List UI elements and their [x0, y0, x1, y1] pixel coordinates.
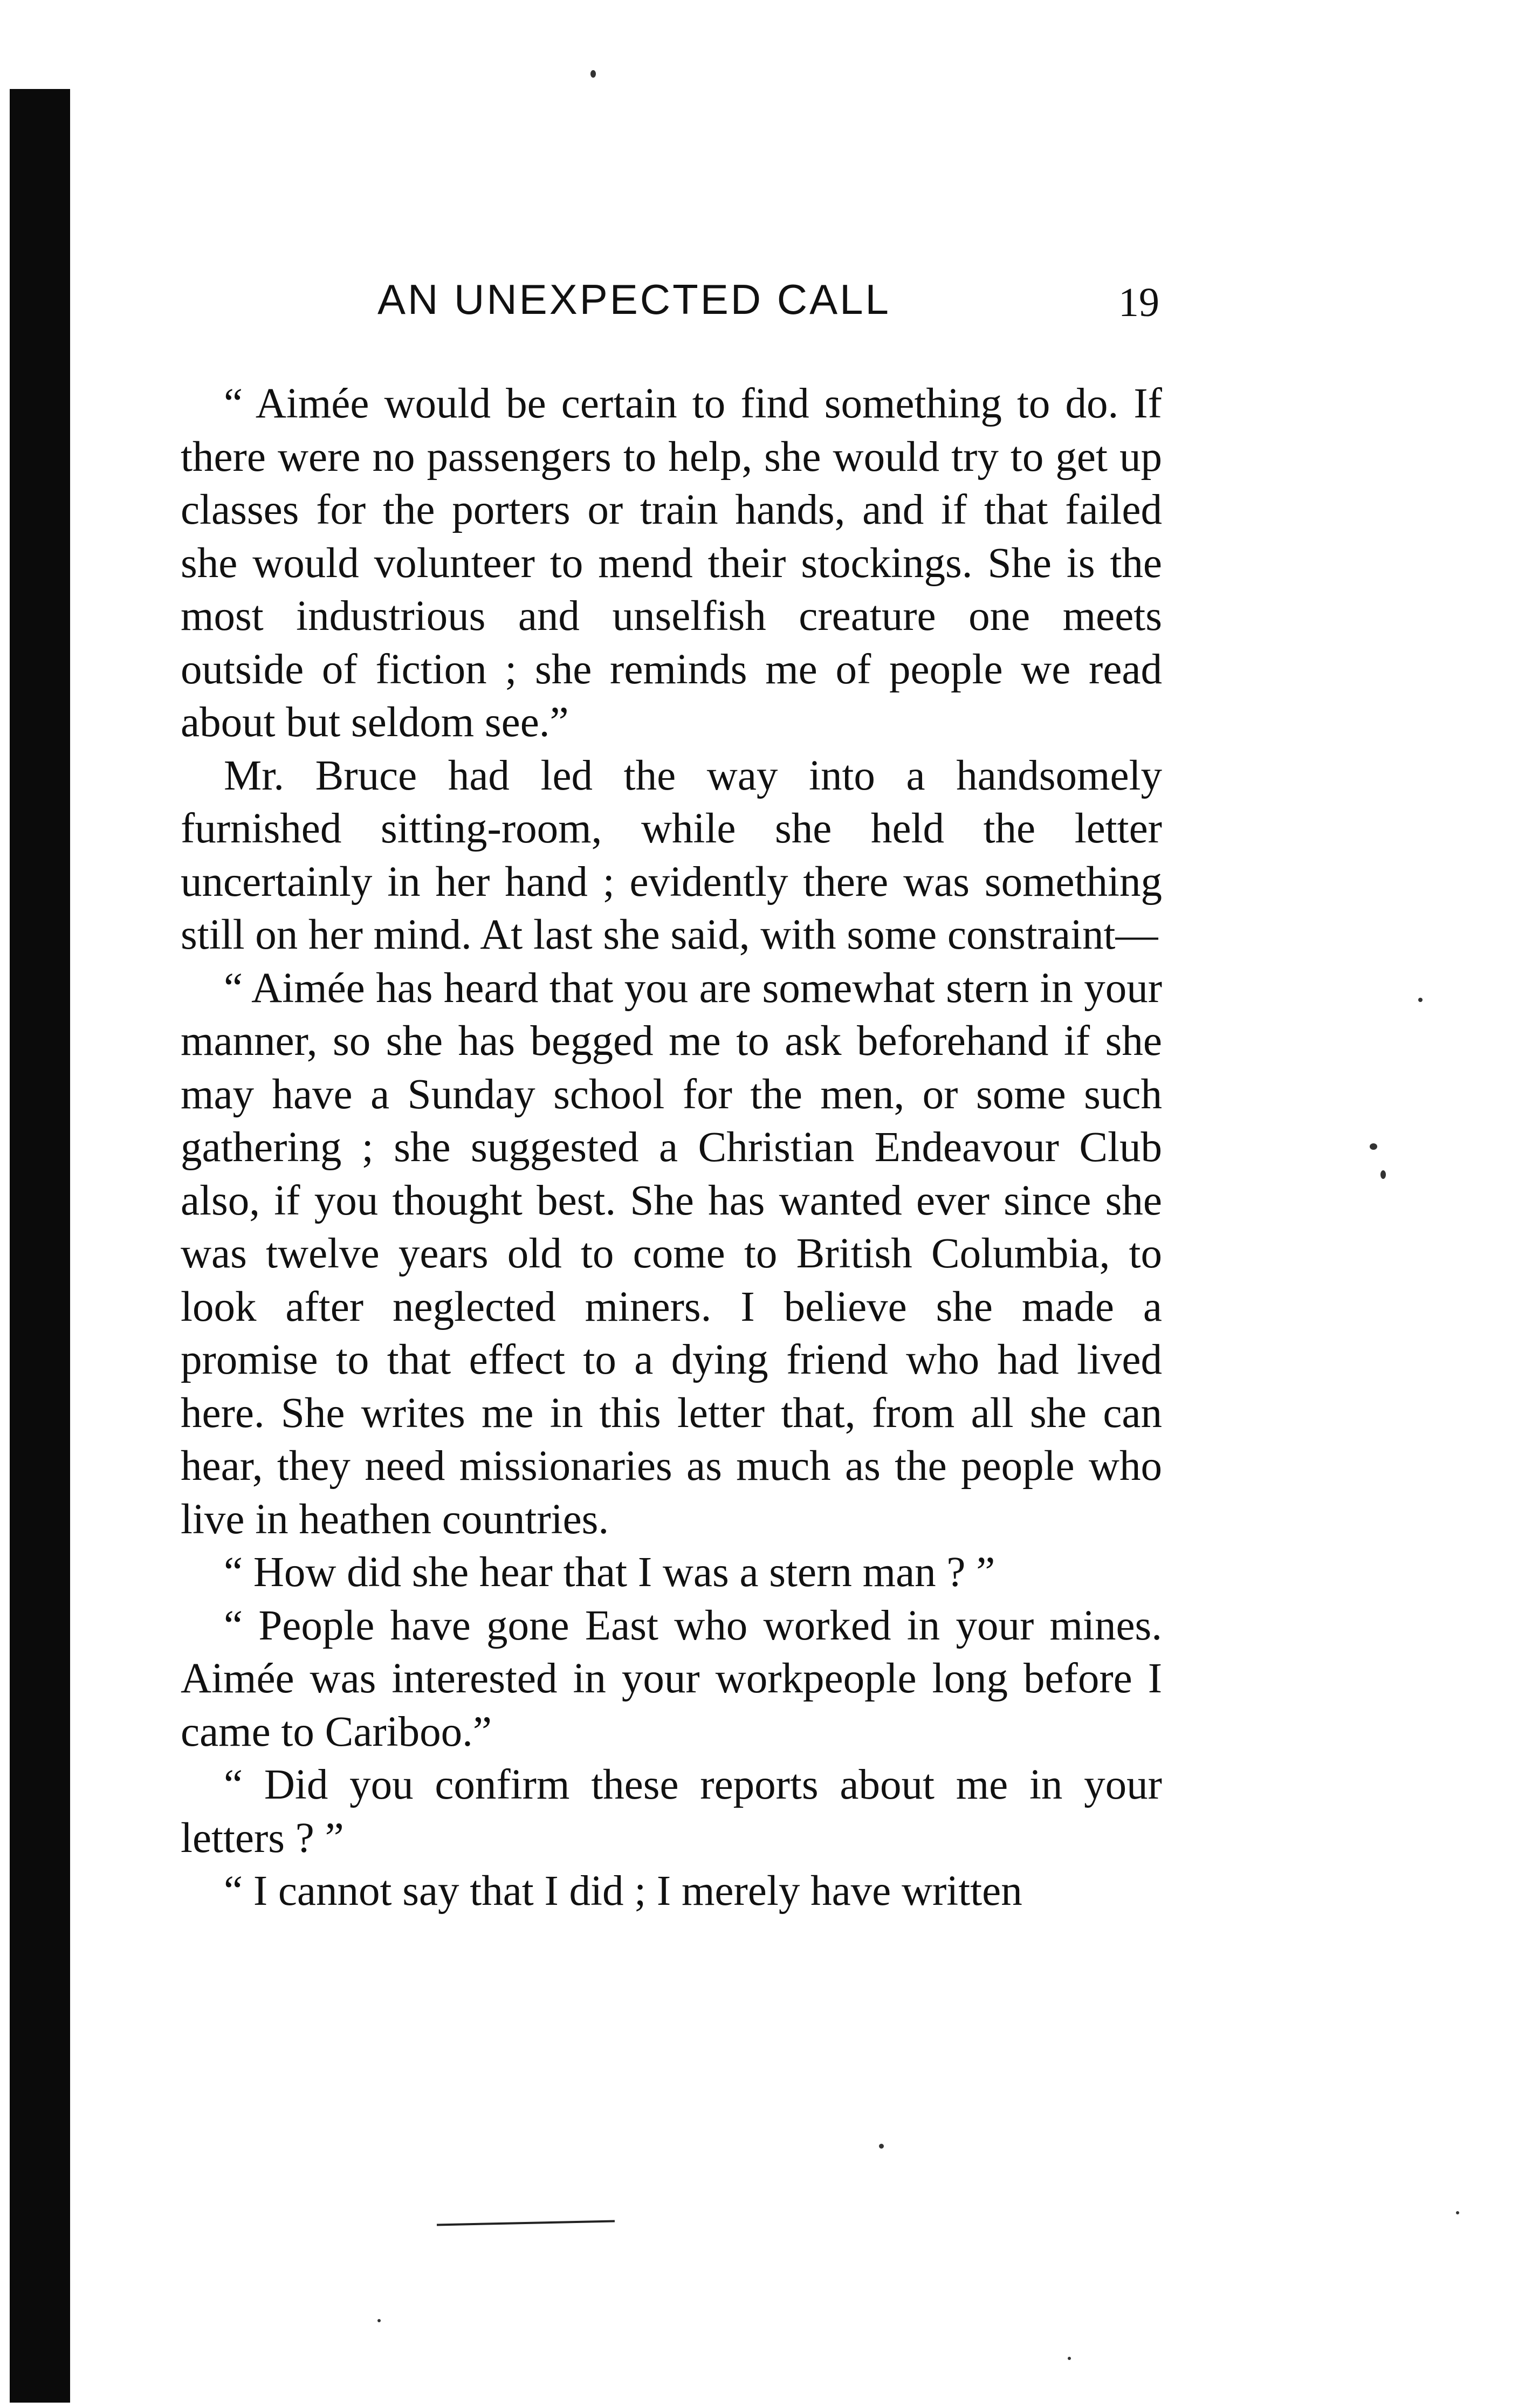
- ink-speck: [377, 2319, 381, 2322]
- ink-speck: [1370, 1143, 1377, 1150]
- paragraph-7: “ I cannot say that I did ; I merely have written: [224, 1868, 1022, 1915]
- paragraph-3: “ Aimée has heard that you are somewhat stern in your manner, so she has begged me to ask beforehand if she may have a Sunday school for the men, or some such gathering ; she suggested a Christian Endeavour Club also, if you thought best. She has wanted ever since she was twelve years old to come to British Columbia, to look after neglected miners. I believe she made a promise to that effect to a dying friend who had lived here. She writes me in this letter that, from all she can hear, they need missionaries as much as the people who live in heathen countries.: [181, 964, 1162, 1543]
- ink-speck: [1068, 2357, 1071, 2360]
- paragraph-2: Mr. Bruce had led the way into a handsomely furnished sitting-room, while she held the letter uncertainly in her hand ; evidently there was something still on her mind. At last she said, with some constraint—: [181, 752, 1162, 958]
- page-number: 19: [1118, 280, 1159, 325]
- paragraph-4: “ How did she hear that I was a stern man ? ”: [224, 1549, 995, 1596]
- ink-speck: [879, 2144, 884, 2149]
- ink-speck: [1380, 1170, 1386, 1179]
- paragraph-6: “ Did you confirm these reports about me in your letters ? ”: [181, 1761, 1162, 1862]
- ink-speck: [590, 70, 596, 78]
- ink-speck: [1418, 998, 1423, 1002]
- page-header: [377, 275, 1176, 340]
- paragraph-5: “ People have gone East who worked in your mines. Aimée was interested in your workpeople long before I came to Cariboo.”: [181, 1602, 1162, 1755]
- page-binding-edge: [10, 89, 70, 2403]
- pen-stroke-mark: [437, 2220, 615, 2226]
- running-head: AN UNEXPECTED CALL: [377, 276, 891, 323]
- paragraph-1: “ Aimée would be certain to find something to do. If there were no passengers to help, she would try to get up classes for the porters or train hands, and if that failed she would volunteer to mend their stockings. She is the most industrious and unselfish creature one meets outside of fiction ; she reminds me of people we read about but seldom see.”: [181, 380, 1162, 746]
- body-text: [181, 378, 1162, 1918]
- ink-speck: [1456, 2211, 1459, 2214]
